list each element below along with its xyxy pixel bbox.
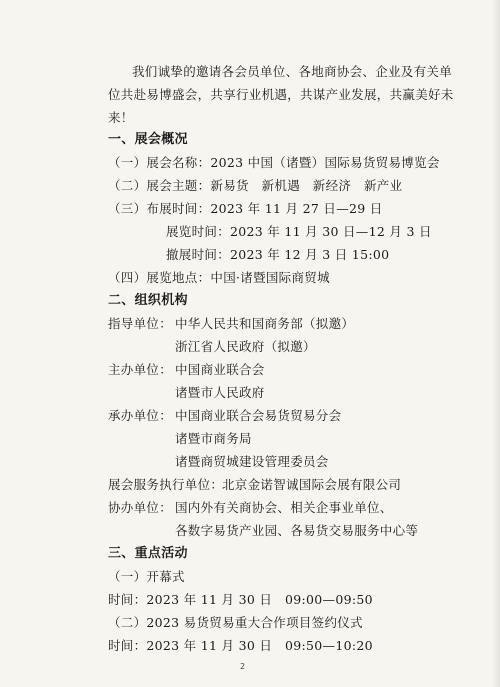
organizer-label: 承办单位： (108, 408, 173, 423)
service-unit: 北京金诺智诚国际会展有限公司 (222, 477, 402, 492)
event2-time: 时间：2023 年 11 月 30 日 09:50—10:20 (108, 638, 373, 653)
exhibition-time: 展览时间：2023 年 11 月 30 日—12 月 3 日 (166, 224, 432, 239)
intro-line-3: 来！ (108, 110, 134, 125)
host-unit-2: 诸暨市人民政府 (175, 385, 265, 400)
assist-unit-1: 国内外有关商协会、相关企事业单位、 (175, 500, 393, 515)
section2-heading: 二、组织机构 (108, 293, 188, 308)
guide-unit-2: 浙江省人民政府（拟邀） (175, 339, 316, 354)
section3-heading: 三、重点活动 (108, 546, 188, 561)
organizer-unit-3: 诸暨商贸城建设管理委员会 (175, 454, 329, 469)
exhibition-name: （一）展会名称：2023 中国（诸暨）国际易货贸易博览会 (108, 155, 440, 170)
teardown-time: 撤展时间：2023 年 12 月 3 日 15:00 (166, 247, 390, 262)
host-label: 主办单位： (108, 362, 173, 377)
intro-line-1: 我们诚挚的邀请各会员单位、各地商协会、企业及有关单 (132, 64, 453, 79)
page-number: 2 (240, 662, 246, 671)
guide-unit-1: 中华人民共和国商务部（拟邀） (175, 316, 355, 331)
exhibition-theme: （二）展会主题：新易货 新机遇 新经济 新产业 (108, 178, 403, 193)
service-label: 展会服务执行单位： (108, 477, 224, 492)
assist-label: 协办单位： (108, 500, 173, 515)
setup-time: （三）布展时间：2023 年 11 月 27 日—29 日 (108, 201, 383, 216)
exhibition-venue: （四）展览地点：中国·诸暨国际商贸城 (108, 270, 330, 285)
page-edge-shadow (492, 0, 500, 687)
organizer-unit-2: 诸暨市商务局 (175, 431, 252, 446)
assist-unit-2: 各数字易货产业园、各易货交易服务中心等 (175, 523, 419, 538)
intro-line-2: 位共赴易博盛会，共享行业机遇，共谋产业发展，共赢美好未 (108, 87, 454, 102)
event1-title: （一）开幕式 (108, 569, 185, 584)
event1-time: 时间：2023 年 11 月 30 日 09:00—09:50 (108, 592, 373, 607)
host-unit-1: 中国商业联合会 (175, 362, 265, 377)
organizer-unit-1: 中国商业联合会易货贸易分会 (175, 408, 342, 423)
event2-title: （二）2023 易货贸易重大合作项目签约仪式 (108, 615, 363, 630)
section1-heading: 一、展会概况 (108, 132, 188, 147)
guide-label: 指导单位： (108, 316, 173, 331)
